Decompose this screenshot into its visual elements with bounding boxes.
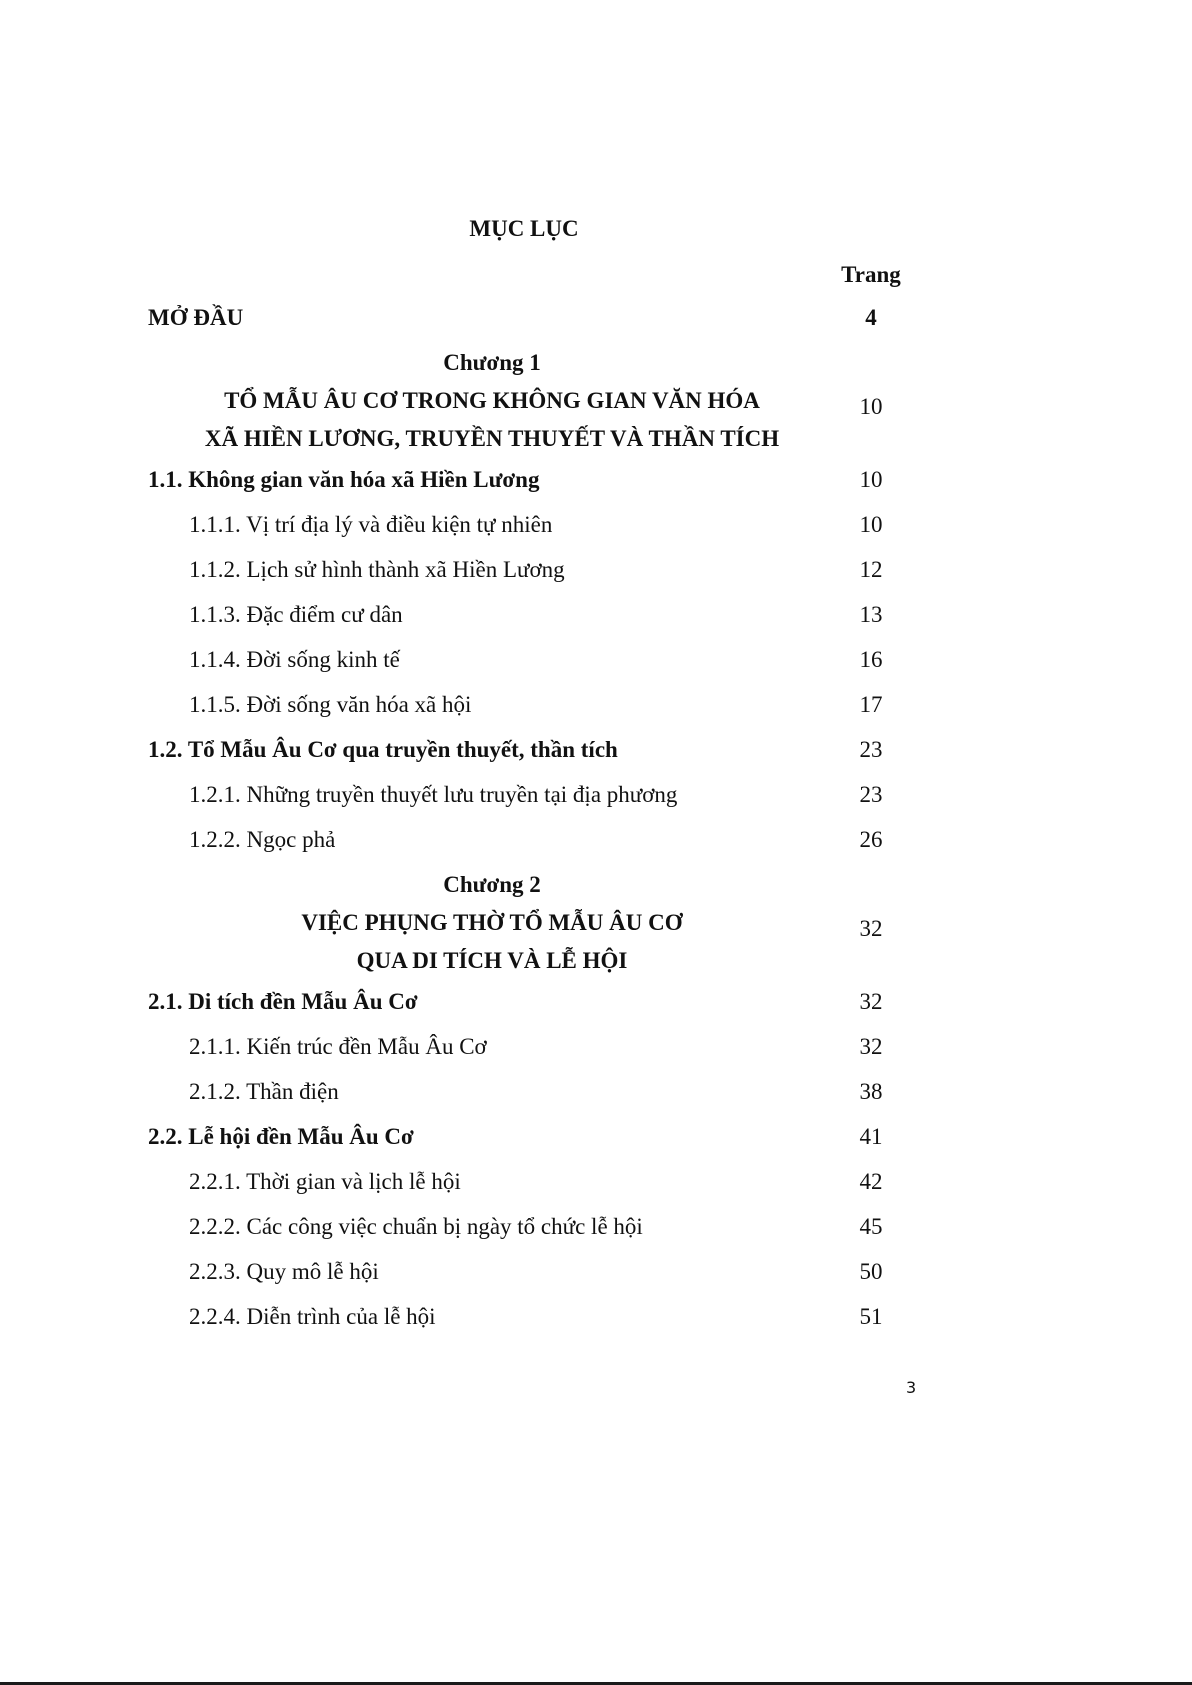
toc-entry-text: MỞ ĐẦU — [148, 305, 244, 330]
toc-entry-page: 10 — [859, 512, 883, 537]
page-number: 3 — [906, 1378, 917, 1397]
toc-entry-text: 1.1.3. Đặc điểm cư dân — [189, 602, 403, 627]
toc-entry-page: 12 — [859, 557, 883, 582]
toc-subsection-1-2-2[interactable] — [148, 827, 904, 859]
toc-section-1-1[interactable] — [148, 467, 904, 499]
toc-entry-text: 2.1.2. Thần điện — [189, 1079, 339, 1104]
toc-entry-page: 32 — [859, 1034, 883, 1059]
chapter-page: 10 — [859, 394, 883, 419]
toc-entry-page: 45 — [859, 1214, 883, 1239]
chapter-title-line: XÃ HIỀN LƯƠNG, TRUYỀN THUYẾT VÀ THẦN TÍCH — [204, 426, 780, 451]
toc-subsection-1-1-2[interactable] — [148, 557, 904, 589]
toc-subsection-2-1-2[interactable] — [148, 1079, 904, 1111]
chapter-page: 32 — [859, 916, 883, 941]
toc-subsection-2-2-3[interactable] — [148, 1259, 904, 1291]
toc-subsection-2-2-4[interactable] — [148, 1304, 904, 1336]
toc-subsection-2-2-2[interactable] — [148, 1214, 904, 1246]
toc-entry-text: 2.2.4. Diễn trình của lễ hội — [189, 1304, 436, 1329]
chapter-title-line: QUA DI TÍCH VÀ LỄ HỘI — [356, 948, 628, 973]
toc-entry-text: 2.2.2. Các công việc chuẩn bị ngày tổ chức lễ hội — [189, 1214, 643, 1239]
toc-entry-page: 32 — [859, 989, 883, 1014]
toc-entry-text: 1.2.1. Những truyền thuyết lưu truyền tại địa phương — [189, 782, 678, 807]
toc-subsection-1-1-4[interactable] — [148, 647, 904, 679]
toc-entry-page: 42 — [859, 1169, 883, 1194]
toc-entry-text: 1.2. Tổ Mẫu Âu Cơ qua truyền thuyết, thần tích — [148, 737, 618, 762]
chapter-label: Chương 1 — [443, 350, 541, 375]
toc-entry-page: 10 — [859, 467, 883, 492]
toc-entry-page: 38 — [859, 1079, 883, 1104]
toc-entry-intro[interactable] — [148, 305, 904, 337]
chapter-label: Chương 2 — [443, 872, 541, 897]
toc-entry-text: 2.1. Di tích đền Mẫu Âu Cơ — [148, 989, 418, 1014]
toc-entry-page: 13 — [859, 602, 883, 627]
toc-entry-text: 1.1.1. Vị trí địa lý và điều kiện tự nhiên — [189, 512, 553, 537]
toc-entry-page: 16 — [859, 647, 883, 672]
toc-entry-text: 1.2.2. Ngọc phả — [189, 827, 336, 852]
toc-entry-page: 23 — [859, 737, 883, 762]
toc-entry-page: 4 — [865, 305, 877, 330]
toc-subsection-1-2-1[interactable] — [148, 782, 904, 814]
toc-entry-page: 17 — [859, 692, 883, 717]
toc-subsection-1-1-3[interactable] — [148, 602, 904, 634]
chapter-title-line: VIỆC PHỤNG THỜ TỔ MẪU ÂU CƠ — [301, 910, 683, 935]
toc-entry-text: 2.1.1. Kiến trúc đền Mẫu Âu Cơ — [189, 1034, 487, 1059]
toc-entry-page: 26 — [859, 827, 883, 852]
toc-entry-page: 41 — [859, 1124, 883, 1149]
toc-entry-text: 1.1. Không gian văn hóa xã Hiền Lương — [148, 467, 540, 492]
toc-entry-text: 1.1.4. Đời sống kinh tế — [189, 647, 400, 672]
toc-entry-page: 51 — [859, 1304, 883, 1329]
toc-entry-text: 2.2.1. Thời gian và lịch lễ hội — [189, 1169, 461, 1194]
toc-section-1-2[interactable] — [148, 737, 904, 769]
toc-section-2-1[interactable] — [148, 989, 904, 1021]
toc-entry-text: 2.2. Lễ hội đền Mẫu Âu Cơ — [148, 1124, 414, 1149]
toc-entry-page: 23 — [859, 782, 883, 807]
toc-entry-page: 50 — [859, 1259, 883, 1284]
toc-entry-text: 2.2.3. Quy mô lễ hội — [189, 1259, 379, 1284]
toc-subsection-1-1-1[interactable] — [148, 512, 904, 544]
toc-subsection-2-1-1[interactable] — [148, 1034, 904, 1066]
page-column-header: Trang — [841, 262, 901, 287]
toc-entry-text: 1.1.5. Đời sống văn hóa xã hội — [189, 692, 472, 717]
toc-title: MỤC LỤC — [469, 216, 579, 241]
toc-subsection-1-1-5[interactable] — [148, 692, 904, 724]
toc-section-2-2[interactable] — [148, 1124, 904, 1156]
chapter-title-line: TỔ MẪU ÂU CƠ TRONG KHÔNG GIAN VĂN HÓA — [224, 388, 760, 413]
toc-subsection-2-2-1[interactable] — [148, 1169, 904, 1201]
toc-entry-text: 1.1.2. Lịch sử hình thành xã Hiền Lương — [189, 557, 565, 582]
